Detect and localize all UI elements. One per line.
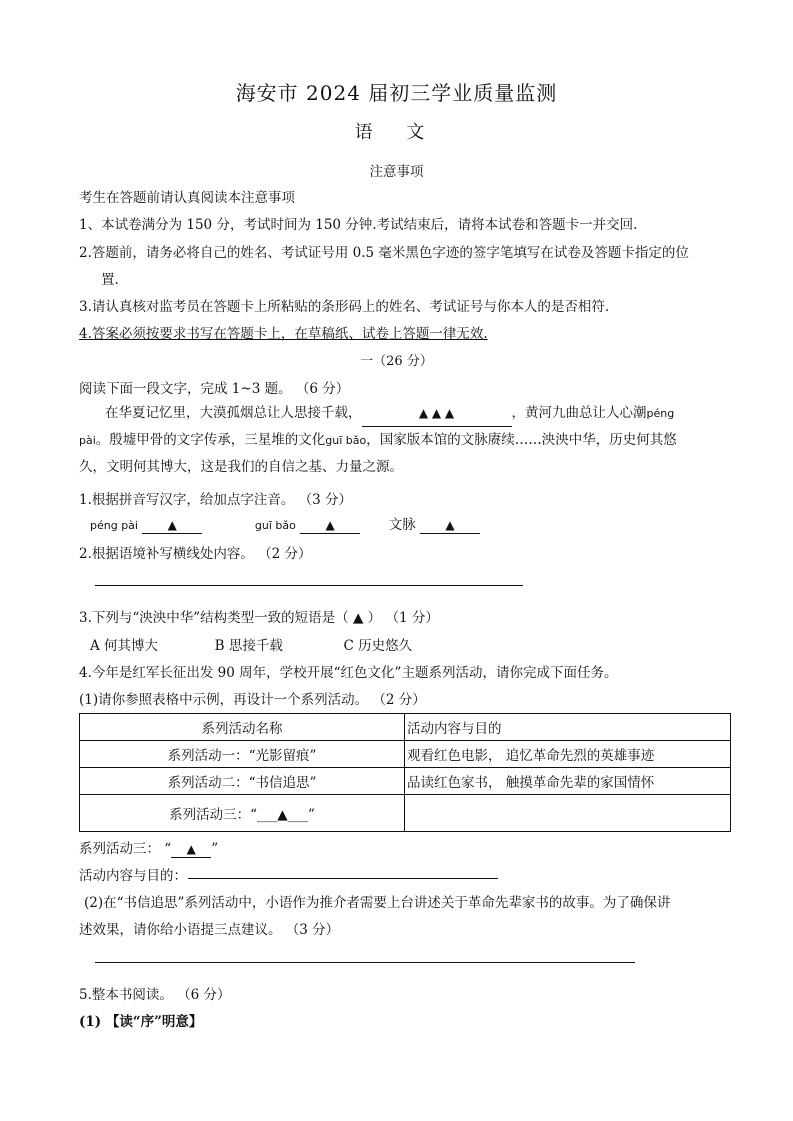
q1-item-1-label: péng pài: [90, 519, 138, 532]
q5-sub1: [79, 1010, 202, 1030]
exam-title: 海安市 2024 届初三学业质量监测: [235, 81, 558, 105]
q4-sub2-b: 述效果，请你给小语提三点建议。 （3 分）: [79, 922, 340, 938]
q3-text: 3.下列与“泱泱中华”结构类型一致的短语是（ ▲ ） （1 分）: [79, 610, 439, 626]
q3-option-c: C 历史悠久: [343, 638, 413, 654]
notice-item-4: [79, 322, 488, 342]
notice-item-2: 2.答题前，请务必将自己的姓名、考试证号用 0.5 毫米黑色字迹的签字笔填写在试卷及答题卡指定的位: [79, 245, 689, 261]
reading-intro: 阅读下面一段文字，完成 1~3 题。 （6 分）: [79, 381, 350, 397]
section-one-heading: 一（26 分）: [360, 354, 433, 369]
passage-blank: [362, 400, 512, 427]
table-cell: 系列活动二：“书信追思”: [80, 768, 405, 795]
q1-item-2-label: guī bǎo: [254, 519, 296, 532]
q4-sub2-a: (2)在“书信追思”系列活动中，小语作为推介者需要上台讲述关于革命先辈家书的故事。为了确保讲: [84, 895, 671, 911]
q1-item-3-blank: [420, 517, 480, 534]
notice-heading: 注意事项: [369, 164, 424, 180]
q3-option-a: A 何其博大: [90, 638, 159, 654]
pinyin-guibao: guī bǎo: [325, 434, 367, 447]
passage-b: ，黄河九曲总让人心潮: [511, 405, 647, 421]
passage-d: ，国家版本馆的文脉赓续……泱泱中华，历史何其悠: [366, 432, 677, 448]
q1-items: [90, 513, 480, 534]
table-row: [80, 741, 731, 768]
q2-answer-line: [95, 585, 523, 586]
q1-item-3-label: 文脉: [388, 517, 416, 533]
answer-name-blank: [171, 841, 211, 858]
answer-name-label: 系列活动三：: [79, 841, 160, 857]
q4-sub1: (1)请你参照表格中示例，再设计一个系列活动。 （2 分）: [79, 692, 426, 708]
notice-item-2-cont: 置.: [101, 272, 119, 288]
passage-blank-mark: ▲ ▲ ▲: [418, 406, 455, 420]
q3-option-b: B 思接千载: [214, 638, 283, 654]
q2-text: 2.根据语境补写横线处内容。 （2 分）: [79, 546, 312, 562]
q1-item-2-blank: [300, 517, 360, 534]
table-cell: 系列活动三：“___▲___”: [80, 795, 405, 832]
table-header-cell: 活动内容与目的: [405, 714, 731, 741]
q1-text: 1.根据拼音写汉字，给加点字注音。 （3 分）: [79, 492, 353, 508]
table-cell: [405, 795, 731, 832]
pinyin-pengpai-2: pài: [79, 434, 96, 447]
passage-c: 。殷墟甲骨的文字传承，三星堆的文化: [95, 432, 326, 448]
table-row: [80, 795, 731, 832]
passage-a: 在华夏记忆里，大漠孤烟总让人思接千载，: [105, 405, 362, 421]
table-header-row: [80, 714, 731, 741]
notice-item-1: 1、本试卷满分为 150 分，考试时间为 150 分钟.考试结束后，请将本试卷和答题卡一并交回.: [79, 217, 638, 233]
table-header-cell: 系列活动名称: [80, 714, 405, 741]
notice-intro: 考生在答题前请认真阅读本注意事项: [79, 190, 295, 206]
q5-text: 5.整本书阅读。 （6 分）: [79, 987, 231, 1003]
q4-sub2-answer-line: [95, 962, 635, 963]
passage-e: 久，文明何其博大，这是我们的自信之基、力量之源。: [79, 459, 403, 475]
q1-item-3-mark: ▲: [445, 518, 455, 532]
table-cell: 观看红色电影， 追忆革命先烈的英雄事迹: [405, 741, 731, 768]
q3-options: [90, 634, 412, 654]
table-cell: 品读红色家书， 触摸革命先辈的家国情怀: [405, 768, 731, 795]
q1-item-1-blank: [142, 517, 202, 534]
notice-item-4-text: 4.答案必须按要求书写在答题卡上，在草稿纸、试卷上答题一律无效.: [79, 326, 488, 342]
q5-sub1-text: (1) 【读“序”明意】: [79, 1014, 203, 1030]
answer-name-mark: ▲: [186, 842, 196, 856]
answer-content-line: [188, 878, 498, 879]
answer-content-label: 活动内容与目的：: [79, 868, 187, 884]
activity-table: [79, 713, 731, 832]
table-cell: 系列活动一：“光影留痕”: [80, 741, 405, 768]
table-row: [80, 768, 731, 795]
answer-name-line: 系列活动三： “ ▲ ”: [79, 841, 219, 857]
subject-title: 语 文: [354, 122, 439, 143]
reading-passage: [79, 400, 719, 480]
q1-item-2-mark: ▲: [325, 518, 335, 532]
q4-text: 4.今年是红军长征出发 90 周年，学校开展“红色文化”主题系列活动，请你完成下面任务。: [79, 665, 618, 681]
notice-item-3: 3.请认真核对监考员在答题卡上所粘贴的条形码上的姓名、考试证号与你本人的是否相符.: [79, 299, 610, 315]
q1-item-1-mark: ▲: [167, 518, 177, 532]
pinyin-pengpai-1: péng: [646, 407, 675, 420]
